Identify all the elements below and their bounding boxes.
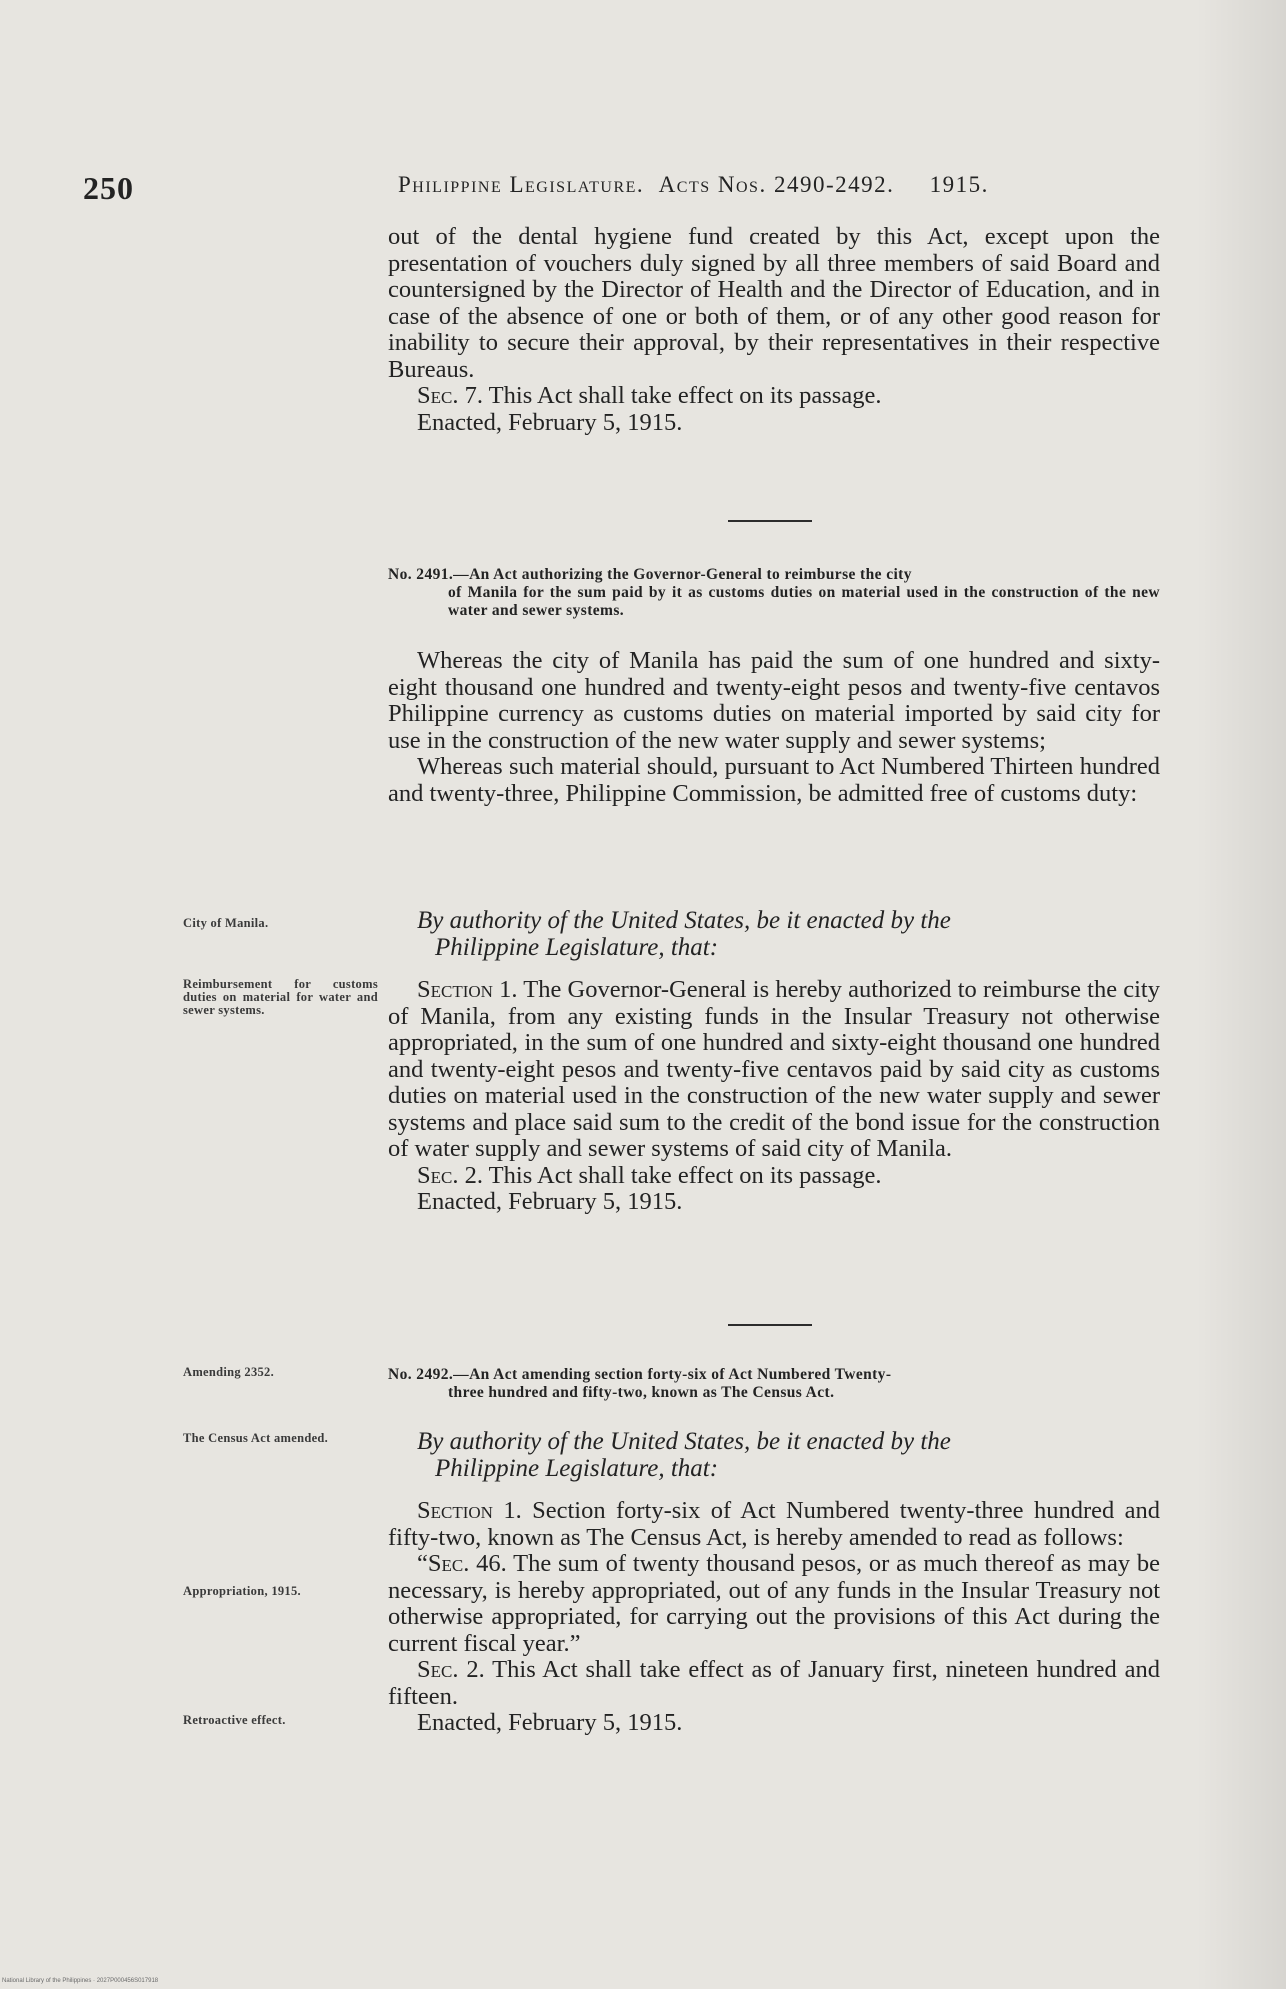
- margin-note-census-act: The Census Act amended.: [183, 1431, 329, 1445]
- act-2491-heading: [388, 566, 1160, 620]
- enacting-line-1: By authority of the United States, be it enacted by the: [417, 1428, 951, 1455]
- act-2491-section1: [388, 977, 1160, 1163]
- act-2491-heading-line1: No. 2491.—An Act authorizing the Governor-General to reimburse the city: [388, 566, 912, 583]
- margin-note-city-of-manila: City of Manila.: [183, 916, 269, 930]
- whereas-1: Whereas the city of Manila has paid the sum of one hundred and sixty-eight thousand one hundred and twenty-eight pesos and twenty-five centavos Philippine currency as customs duties on material imported by said city for use in the construction of the new water supply and sewer systems;: [388, 647, 1160, 754]
- margin-note-reimbursement: Reimbursement for customs duties on material for water and sewer systems.: [183, 977, 378, 1017]
- act-2490-enacted: Enacted, February 5, 1915.: [417, 408, 683, 436]
- act-2491-enacted: Enacted, February 5, 1915.: [417, 1188, 683, 1215]
- page-edge-shadow: [1196, 0, 1286, 1989]
- margin-note-retroactive: Retroactive effect.: [183, 1713, 286, 1727]
- act-2490-paragraph: out of the dental hygiene fund created by this Act, except upon the presentation of vouchers duly signed by all three members of said Board and countersigned by the Director of Health and the Director of Education, and in case of the absence of one or both of them, or of any other good reason for inability to secure their approval, by their representatives in their respective Bureaus.: [388, 223, 1160, 383]
- scan-credit: National Library of the Philippines · 2027P000456S017918: [2, 1978, 159, 1984]
- act-2492-heading-line1: No. 2492.—An Act amending section forty-six of Act Numbered Twenty-: [388, 1366, 892, 1383]
- act-2492-heading-cont: three hundred and fifty-two, known as The Census Act.: [448, 1384, 835, 1401]
- section-divider: [728, 1324, 812, 1326]
- sec-label: Sec.: [417, 382, 459, 409]
- running-head: [398, 172, 1158, 198]
- running-head-legislature: Philippine Legislature.: [398, 172, 645, 197]
- page-number: 250: [83, 170, 134, 206]
- sec7-text: 7. This Act shall take effect on its passage.: [458, 382, 882, 409]
- act-2492-sec2: [388, 1657, 1160, 1710]
- running-head-acts: Acts Nos. 2490-2492.: [658, 172, 895, 197]
- act-2492-enacted: Enacted, February 5, 1915.: [417, 1709, 683, 1736]
- section-divider: [728, 520, 812, 522]
- sec-label: Sec.: [427, 1550, 470, 1577]
- section-label: Section: [417, 1497, 493, 1524]
- act-2492-heading: [388, 1366, 1160, 1402]
- act-2491-sec2: [388, 1163, 1160, 1190]
- whereas-2: Whereas such material should, pursuant to Act Numbered Thirteen hundred and twenty-three, Philippine Commission, be admitted free of customs duty:: [388, 753, 1160, 807]
- sec2-text: 2. This Act shall take effect on its passage.: [458, 1161, 882, 1189]
- margin-note-appropriation: Appropriation, 1915.: [183, 1584, 301, 1598]
- margin-note-amending: Amending 2352.: [183, 1365, 275, 1379]
- sec2-text: 2. This Act shall take effect as of January first, nineteen hundred and fifteen.: [388, 1656, 1160, 1710]
- section1-text: 1. Section forty-six of Act Numbered twenty-three hundred and fifty-two, known as The Census Act, is hereby amended to read as follows:: [388, 1497, 1160, 1551]
- act-2491-body: [388, 977, 1160, 1216]
- act-2492-section1: [388, 1498, 1160, 1551]
- enacting-line-2: Philippine Legislature, that:: [435, 1455, 719, 1482]
- sec46-text: 46. The sum of twenty thousand pesos, or as much thereof as may be necessary, is hereby appropriated, out of any funds in the Insular Treasury not otherwise appropriated, for carrying out the provisions of this Act during the current fiscal year.”: [388, 1550, 1160, 1657]
- quote-mark: “: [417, 1550, 428, 1577]
- section-label: Section: [417, 976, 493, 1003]
- section1-text: 1. The Governor-General is hereby authorized to reimburse the city of Manila, from any existing funds in the Insular Treasury not otherwise appropriated, in the sum of one hundred and sixty-eight thousand one hundred and twenty-eight pesos and twenty-five centavos paid by said city as customs duties on material used in the construction of the new water supply and sewer systems and place said sum to the credit of the bond issue for the construction of water supply and sewer systems of said city of Manila.: [388, 976, 1160, 1162]
- act-2492-enacting-clause: [388, 1428, 1160, 1482]
- sec-label: Sec.: [417, 1161, 459, 1189]
- enacting-line-1: By authority of the United States, be it enacted by the: [417, 907, 951, 934]
- act-2492-sec46: [388, 1551, 1160, 1657]
- enacting-line-2: Philippine Legislature, that:: [435, 934, 719, 961]
- act-2491-heading-cont: of Manila for the sum paid by it as customs duties on material used in the construction of the new water and sewer systems.: [448, 584, 1160, 619]
- act-2492-body: [388, 1498, 1160, 1737]
- act-2490-sec7: [388, 383, 1160, 410]
- sec-label: Sec.: [417, 1656, 459, 1683]
- act-2490-continuation: [388, 224, 1160, 436]
- running-head-year: 1915.: [929, 172, 989, 197]
- act-2491-enacting-clause: [388, 907, 1160, 961]
- act-2491-preamble: [388, 648, 1160, 807]
